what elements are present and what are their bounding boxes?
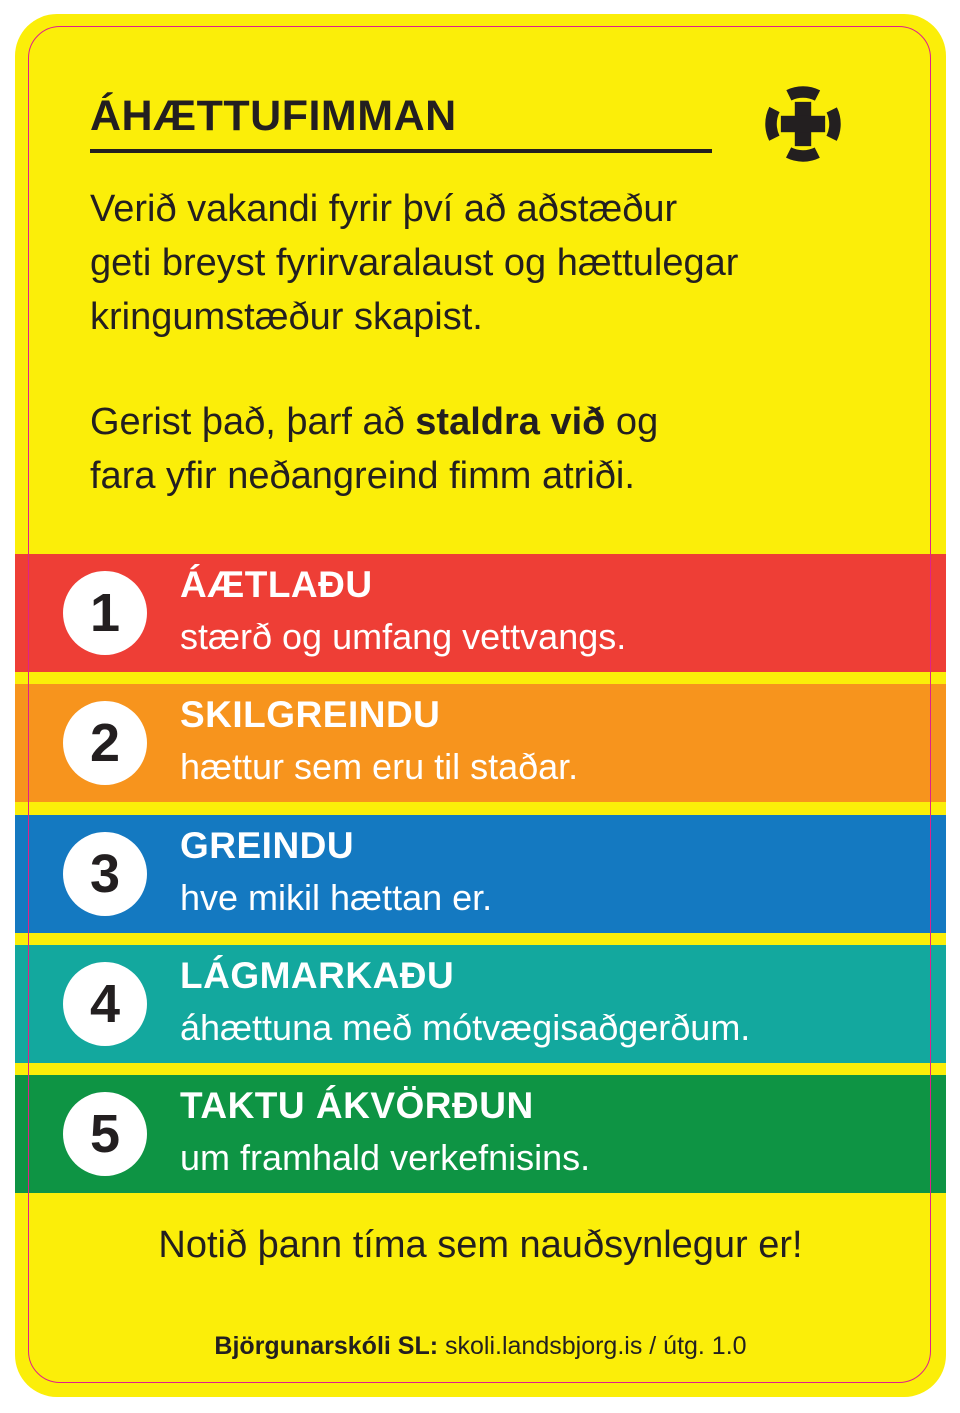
risk-card	[15, 14, 946, 1397]
step-title: LÁGMARKAÐU	[180, 955, 455, 996]
instruction-emphasis: staldra við	[415, 401, 606, 443]
step-number-badge: 3	[63, 832, 147, 916]
title-underline	[90, 149, 712, 153]
step-title: ÁÆTLAÐU	[180, 564, 373, 605]
intro-line: Verið vakandi fyrir því að aðstæður	[90, 188, 678, 230]
footer-org: Björgunarskóli SL:	[214, 1332, 439, 1360]
intro-paragraph	[90, 182, 870, 344]
footer-credit	[15, 1332, 946, 1361]
step-band-2	[15, 684, 946, 802]
card-title: ÁHÆTTUFIMMAN	[90, 92, 457, 140]
intro-line: geti breyst fyrirvaralaust og hættulegar	[90, 242, 739, 284]
closing-message: Notið þann tíma sem nauðsynlegur er!	[158, 1224, 803, 1266]
step-number-badge: 5	[63, 1092, 147, 1176]
step-description: um framhald verkefnisins.	[180, 1137, 591, 1178]
footer-url-version: skoli.landsbjorg.is / útg. 1.0	[438, 1332, 747, 1360]
step-description: hve mikil hættan er.	[180, 877, 493, 918]
instruction-text: og	[605, 401, 659, 443]
step-description: stærð og umfang vettvangs.	[180, 616, 627, 657]
step-band-5	[15, 1075, 946, 1193]
step-band-1	[15, 554, 946, 672]
step-band-3	[15, 815, 946, 933]
step-description: hættur sem eru til staðar.	[180, 746, 579, 787]
step-number-badge: 4	[63, 962, 147, 1046]
intro-line: kringumstæður skapist.	[90, 296, 483, 338]
step-title: GREINDU	[180, 825, 355, 866]
lifebuoy-cross-icon	[762, 83, 844, 165]
step-title: TAKTU ÁKVÖRÐUN	[180, 1085, 534, 1126]
step-number-badge: 1	[63, 571, 147, 655]
instruction-text: fara yfir neðangreind fimm atriði.	[90, 455, 635, 497]
step-number-badge: 2	[63, 701, 147, 785]
step-description: áhættuna með mótvægisaðgerðum.	[180, 1007, 751, 1048]
instruction-text: Gerist það, þarf að	[90, 401, 416, 443]
step-title: SKILGREINDU	[180, 694, 441, 735]
step-band-4	[15, 945, 946, 1063]
instruction-paragraph	[90, 395, 870, 503]
